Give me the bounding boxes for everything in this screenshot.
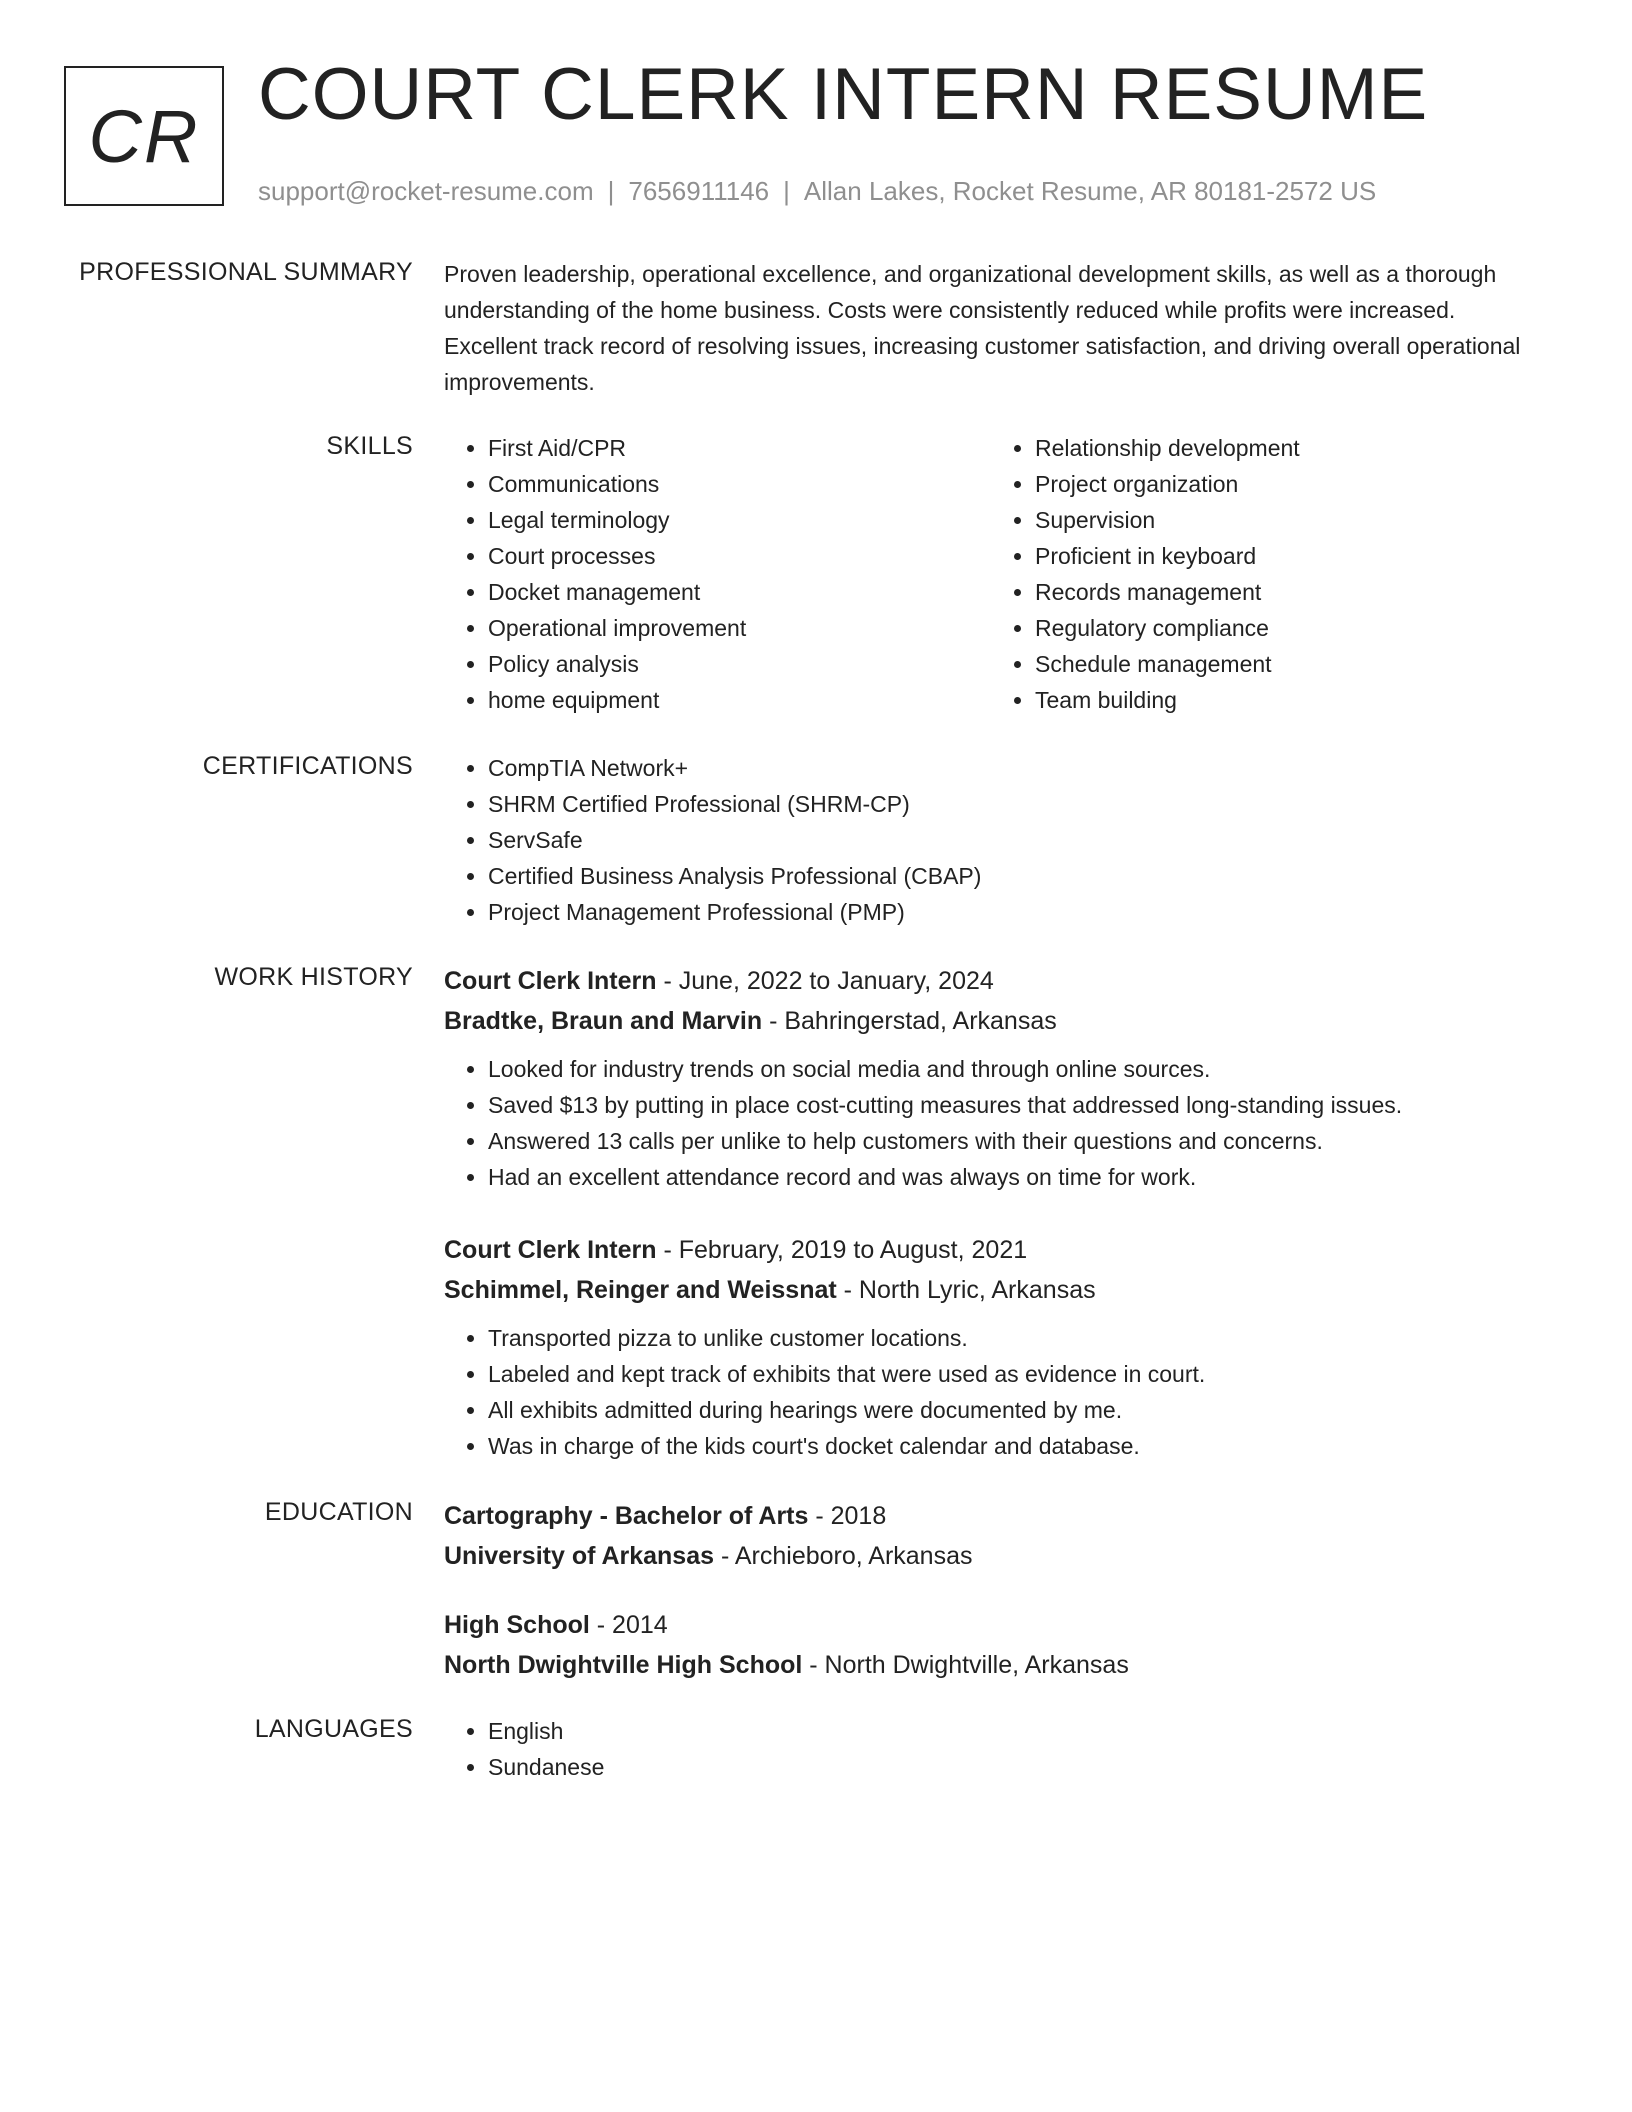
list-item: • First Aid/CPR <box>488 430 991 466</box>
list-item: • Docket management <box>488 574 991 610</box>
contact-email: support@rocket-resume.com <box>258 176 594 206</box>
list-item: • Records management <box>1035 574 1538 610</box>
list-item: • Relationship development <box>1035 430 1538 466</box>
education-degree: Cartography - Bachelor of Arts <box>444 1502 809 1530</box>
job-location: - North Lyric, Arkansas <box>836 1276 1096 1304</box>
education-degree-line <box>444 1496 973 1536</box>
contact-phone: 7656911146 <box>628 176 770 206</box>
list-item: • ServSafe <box>488 822 1544 858</box>
list-item: • Transported pizza to unlike customer locations. <box>488 1320 1544 1356</box>
contact-address: Allan Lakes, Rocket Resume, AR 80181-2572 US <box>803 176 1377 206</box>
job-employer-line <box>444 1270 1544 1310</box>
section-label-certifications: CERTIFICATIONS <box>202 752 413 780</box>
education-year: - 2018 <box>808 1502 887 1530</box>
education-school: North Dwightville High School <box>444 1651 803 1679</box>
list-item: • Regulatory compliance <box>1035 610 1538 646</box>
job-entry <box>444 1230 1544 1464</box>
certifications-list <box>444 750 1544 930</box>
education-location: - Archieboro, Arkansas <box>714 1542 973 1570</box>
section-label-skills: SKILLS <box>326 432 413 460</box>
job-location: - Bahringerstad, Arkansas <box>762 1007 1057 1035</box>
list-item: • All exhibits admitted during hearings were documented by me. <box>488 1392 1544 1428</box>
list-item: • Proficient in keyboard <box>1035 538 1538 574</box>
list-item: • Schedule management <box>1035 646 1538 682</box>
section-label-languages: LANGUAGES <box>254 1715 413 1743</box>
languages-list <box>444 1713 1544 1785</box>
job-title: Court Clerk Intern <box>444 967 657 995</box>
list-item: • home equipment <box>488 682 991 718</box>
resume-title: COURT CLERK INTERN RESUME <box>258 54 1429 135</box>
education-school-line <box>444 1645 1129 1685</box>
list-item: • Project organization <box>1035 466 1538 502</box>
job-entry <box>444 961 1544 1195</box>
job-dates: - June, 2022 to January, 2024 <box>656 967 994 995</box>
education-degree: High School <box>444 1611 590 1639</box>
education-school: University of Arkansas <box>444 1542 715 1570</box>
job-dates: - February, 2019 to August, 2021 <box>656 1236 1028 1264</box>
contact-line <box>258 176 1376 207</box>
list-item: • Project Management Professional (PMP) <box>488 894 1544 930</box>
job-employer: Bradtke, Braun and Marvin <box>444 1007 763 1035</box>
list-item: • Sundanese <box>488 1749 1544 1785</box>
section-label-summary: PROFESSIONAL SUMMARY <box>79 258 413 286</box>
list-item: • SHRM Certified Professional (SHRM-CP) <box>488 786 1544 822</box>
list-item: • Team building <box>1035 682 1538 718</box>
contact-separator: | <box>607 176 615 206</box>
list-item: • Saved $13 by putting in place cost-cutting measures that addressed long-standing issues. <box>488 1087 1544 1123</box>
skills-list-right <box>991 430 1538 718</box>
section-label-work-history: WORK HISTORY <box>214 963 413 991</box>
list-item: • CompTIA Network+ <box>488 750 1544 786</box>
job-bullets <box>444 1051 1544 1195</box>
education-location: - North Dwightville, Arkansas <box>802 1651 1129 1679</box>
job-employer-line <box>444 1001 1544 1041</box>
contact-separator: | <box>783 176 790 206</box>
list-item: • Supervision <box>1035 502 1538 538</box>
list-item: • Had an excellent attendance record and was always on time for work. <box>488 1159 1544 1195</box>
list-item: • Answered 13 calls per unlike to help customers with their questions and concerns. <box>488 1123 1544 1159</box>
list-item: • Was in charge of the kids court's docket calendar and database. <box>488 1428 1544 1464</box>
job-title-line <box>444 961 1544 1001</box>
section-label-education: EDUCATION <box>264 1498 413 1526</box>
list-item: • Communications <box>488 466 991 502</box>
education-entry <box>444 1496 973 1576</box>
list-item: • Operational improvement <box>488 610 991 646</box>
summary-text: Proven leadership, operational excellence, and organizational development skills, as well as a thorough understanding of the home business. Costs were consistently reduced while profits were increased. Excellent track record of resolving issues, increasing customer satisfaction, and driving overall operational improvements. <box>444 261 1521 395</box>
job-title: Court Clerk Intern <box>444 1236 657 1264</box>
list-item: • Legal terminology <box>488 502 991 538</box>
monogram-badge: CR <box>64 66 224 206</box>
list-item: • Policy analysis <box>488 646 991 682</box>
skills-list-left <box>444 430 991 718</box>
list-item: • Certified Business Analysis Professional (CBAP) <box>488 858 1544 894</box>
education-entry <box>444 1605 1129 1685</box>
list-item: • Court processes <box>488 538 991 574</box>
list-item: • English <box>488 1713 1544 1749</box>
job-title-line <box>444 1230 1544 1270</box>
job-bullets <box>444 1320 1544 1464</box>
list-item: • Labeled and kept track of exhibits that were used as evidence in court. <box>488 1356 1544 1392</box>
list-item: • Looked for industry trends on social media and through online sources. <box>488 1051 1544 1087</box>
education-school-line <box>444 1536 973 1576</box>
education-degree-line <box>444 1605 1129 1645</box>
job-employer: Schimmel, Reinger and Weissnat <box>444 1276 837 1304</box>
education-year: - 2014 <box>589 1611 668 1639</box>
